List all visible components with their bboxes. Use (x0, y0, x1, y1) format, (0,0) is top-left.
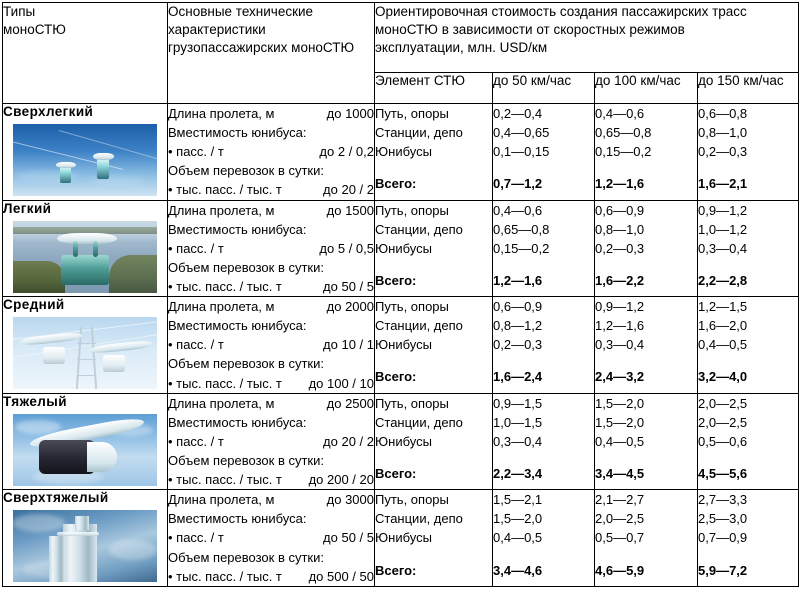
table-row (3, 200, 799, 297)
unibus-pod (43, 347, 65, 364)
element-stations: Станции, депо (375, 511, 463, 527)
table-header (3, 3, 799, 104)
cost-total: 1,2—1,6 (595, 176, 645, 192)
unibus-canopy (57, 233, 117, 244)
tech-volume-line (168, 567, 374, 586)
tech-capacity-item: • пасс. / т (168, 530, 224, 546)
cost-stations: 2,0—2,5 (595, 511, 645, 527)
tech-capacity-line (168, 239, 374, 258)
cost-total: 4,5—5,6 (698, 465, 748, 481)
unibus-canopy (93, 153, 114, 160)
tech-cell (168, 490, 375, 587)
tech-volume-value: до 200 / 20 (308, 472, 374, 488)
cost-track: 0,6—0,9 (595, 202, 645, 218)
cost-track: 0,6—0,9 (493, 299, 543, 315)
header-cost-group (375, 3, 799, 73)
cost-cell-s150 (698, 297, 799, 394)
cost-cell-s150 (698, 104, 799, 201)
cost-track: 0,4—0,6 (595, 106, 645, 121)
unibus-canopy (56, 162, 76, 168)
cost-total: 3,4—4,6 (493, 562, 543, 578)
tech-span-value: до 3000 (326, 492, 374, 508)
element-unibuses: Юнибусы (375, 433, 432, 449)
tech-capacity-label: Вместимость юнибуса: (168, 125, 307, 141)
type-label: Легкий (3, 200, 52, 216)
cost-stations: 0,65—0,8 (493, 221, 550, 237)
overlight-cablecars-photo (13, 124, 157, 196)
cost-cell-s50 (493, 200, 595, 297)
tech-capacity-value: до 20 / 2 (323, 433, 374, 449)
cost-stations: 0,8—1,0 (698, 125, 748, 141)
header-cost-line2: моноСТЮ в зависимости от скоростных режимов (375, 22, 685, 38)
tech-span-value: до 2500 (326, 395, 374, 411)
type-cell (3, 490, 168, 587)
shoreline (13, 261, 65, 293)
element-stations: Станции, депо (375, 414, 463, 430)
cost-total: 1,2—1,6 (493, 272, 543, 288)
shoreline-right (109, 255, 157, 293)
tech-cell (168, 393, 375, 490)
element-track: Путь, опоры (375, 492, 449, 508)
cost-track: 0,6—0,8 (698, 106, 748, 121)
unibus-strut (73, 241, 78, 257)
tech-volume-line (168, 277, 374, 296)
tech-capacity-line (168, 142, 374, 161)
cost-total: 0,7—1,2 (493, 176, 543, 192)
cost-stations: 2,5—3,0 (698, 511, 748, 527)
element-track: Путь, опоры (375, 395, 449, 411)
cost-cell-s50 (493, 104, 595, 201)
cost-stations: 2,0—2,5 (698, 414, 748, 430)
tower-wing (49, 536, 65, 582)
cost-stations: 0,4—0,65 (493, 125, 550, 141)
tech-capacity-item: • пасс. / т (168, 433, 224, 449)
tech-span-label: Длина пролета, м (168, 106, 275, 121)
header-speed-100: до 100 км/час (595, 73, 698, 104)
header-speed-50: до 50 км/час (493, 73, 595, 104)
cost-unibuses: 0,15—0,2 (595, 144, 652, 160)
cloud-shape (109, 540, 157, 560)
cost-unibuses: 0,15—0,2 (493, 240, 550, 256)
tech-volume-line (168, 374, 374, 393)
table-row (3, 393, 799, 490)
cost-cell-s100 (595, 104, 698, 201)
cost-cell-s100 (595, 297, 698, 394)
cost-stations: 1,6—2,0 (698, 318, 748, 334)
cost-stations: 1,5—2,0 (595, 414, 645, 430)
tech-volume-value: до 20 / 2 (323, 182, 374, 198)
cost-unibuses: 0,3—0,4 (595, 337, 645, 353)
header-type-line1: Типы (3, 4, 36, 19)
tech-span-line (168, 104, 374, 123)
cost-total: 5,9—7,2 (698, 562, 748, 578)
tech-capacity-label: Вместимость юнибуса: (168, 414, 307, 430)
element-total-label: Всего: (375, 562, 417, 578)
type-label: Сверхлегкий (3, 104, 94, 119)
tech-volume-label: Объем перевозок в сутки: (168, 163, 324, 179)
cost-total: 3,2—4,0 (698, 369, 748, 385)
cost-stations: 1,0—1,5 (493, 414, 543, 430)
cost-unibuses: 0,2—0,3 (698, 144, 748, 160)
tech-span-label: Длина пролета, м (168, 492, 275, 508)
cost-total: 3,4—4,5 (595, 465, 645, 481)
tech-capacity-value: до 5 / 0,5 (319, 240, 374, 256)
tech-capacity-label: Вместимость юнибуса: (168, 511, 307, 527)
cost-unibuses: 0,1—0,15 (493, 144, 550, 160)
cost-cell-s50 (493, 490, 595, 587)
cost-cell-s150 (698, 393, 799, 490)
type-cell (3, 200, 168, 297)
element-track: Путь, опоры (375, 299, 449, 315)
cost-unibuses: 0,4—0,5 (698, 337, 748, 353)
tech-span-line (168, 490, 374, 509)
cost-track: 1,2—1,5 (698, 299, 748, 315)
heavy-dark-pod-photo (13, 414, 157, 486)
cost-cell-s150 (698, 200, 799, 297)
medium-twin-pods-pylon-photo (13, 317, 157, 389)
type-cell (3, 297, 168, 394)
cost-unibuses: 0,3—0,4 (698, 240, 748, 256)
table-row (3, 104, 799, 201)
element-total-label: Всего: (375, 369, 417, 385)
cost-track: 2,7—3,3 (698, 492, 748, 508)
element-stations: Станции, депо (375, 221, 463, 237)
element-unibuses: Юнибусы (375, 240, 432, 256)
unibus-pod (60, 167, 71, 183)
header-type-column (3, 3, 168, 104)
element-unibuses: Юнибусы (375, 144, 432, 160)
cost-cell-s100 (595, 490, 698, 587)
tech-volume-line (168, 470, 374, 489)
tech-volume-item: • тыс. пасс. / тыс. т (168, 278, 282, 294)
unibus-pod (103, 355, 125, 372)
tech-volume-label: Объем перевозок в сутки: (168, 356, 324, 372)
cost-unibuses: 0,4—0,5 (493, 530, 543, 546)
tech-capacity-item: • пасс. / т (168, 240, 224, 256)
element-total-label: Всего: (375, 176, 417, 192)
tech-cell (168, 200, 375, 297)
tech-span-value: до 1500 (326, 202, 374, 218)
header-cost-line1: Ориентировочная стоимость создания пассажирских трасс (375, 4, 747, 19)
tech-volume-label: Объем перевозок в сутки: (168, 259, 324, 275)
element-cell (375, 200, 493, 297)
tech-span-label: Длина пролета, м (168, 395, 275, 411)
tech-capacity-value: до 10 / 1 (323, 337, 374, 353)
header-speed-150: до 150 км/час (698, 73, 799, 104)
tech-volume-value: до 50 / 5 (323, 278, 374, 294)
cost-unibuses: 0,2—0,3 (595, 240, 645, 256)
tech-volume-label: Объем перевозок в сутки: (168, 452, 324, 468)
tech-volume-item: • тыс. пасс. / тыс. т (168, 568, 282, 584)
cost-total: 4,6—5,9 (595, 562, 645, 578)
cost-total: 2,2—3,4 (493, 465, 543, 481)
cost-stations: 1,5—2,0 (493, 511, 543, 527)
tech-volume-item: • тыс. пасс. / тыс. т (168, 472, 282, 488)
cost-stations: 1,2—1,6 (595, 318, 645, 334)
element-track: Путь, опоры (375, 202, 449, 218)
tech-cell (168, 104, 375, 201)
element-track: Путь, опоры (375, 106, 449, 121)
tech-capacity-item: • пасс. / т (168, 144, 224, 160)
element-stations: Станции, депо (375, 125, 463, 141)
cost-track: 1,5—2,0 (595, 395, 645, 411)
tech-volume-item: • тыс. пасс. / тыс. т (168, 375, 282, 391)
cost-unibuses: 0,5—0,6 (698, 433, 748, 449)
cost-track: 0,4—0,6 (493, 202, 543, 218)
tower-spire (75, 516, 89, 530)
table-body (3, 104, 799, 587)
tech-span-line (168, 297, 374, 316)
header-row-top (3, 3, 799, 73)
cloud-shape (13, 514, 65, 532)
cost-total: 1,6—2,1 (698, 176, 748, 192)
superheavy-tower-photo (13, 510, 157, 582)
tech-span-line (168, 394, 374, 413)
tech-capacity-value: до 50 / 5 (323, 530, 374, 546)
header-tech-column (168, 3, 375, 104)
tech-capacity-label: Вместимость юнибуса: (168, 318, 307, 334)
type-label: Средний (3, 297, 65, 313)
cost-track: 0,9—1,2 (595, 299, 645, 315)
type-cell (3, 393, 168, 490)
unibus-strut (93, 241, 98, 257)
element-unibuses: Юнибусы (375, 337, 432, 353)
cost-stations: 1,0—1,2 (698, 221, 748, 237)
element-cell (375, 490, 493, 587)
tech-volume-label: Объем перевозок в сутки: (168, 549, 324, 565)
table-row (3, 490, 799, 587)
cost-cell-s100 (595, 200, 698, 297)
element-total-label: Всего: (375, 465, 417, 481)
cost-cell-s50 (493, 393, 595, 490)
unibus-tail (87, 442, 117, 472)
cost-track: 1,5—2,1 (493, 492, 543, 508)
tech-span-label: Длина пролета, м (168, 202, 275, 218)
tech-volume-value: до 500 / 50 (308, 568, 374, 584)
tech-span-value: до 1000 (326, 106, 374, 121)
unibus-pod (97, 159, 109, 179)
type-label: Сверхтяжелый (3, 490, 109, 506)
cost-total: 2,4—3,2 (595, 369, 645, 385)
tech-capacity-value: до 2 / 0,2 (319, 144, 374, 160)
element-stations: Станции, депо (375, 318, 463, 334)
element-cell (375, 297, 493, 394)
tech-capacity-line (168, 528, 374, 547)
cost-stations: 0,65—0,8 (595, 125, 652, 141)
tech-span-line (168, 201, 374, 220)
tech-volume-line (168, 180, 374, 199)
element-total-label: Всего: (375, 272, 417, 288)
header-type-line2: моноСТЮ (3, 21, 66, 37)
cost-total: 2,2—2,8 (698, 272, 748, 288)
tech-volume-value: до 100 / 10 (308, 375, 374, 391)
table-row (3, 297, 799, 394)
header-tech-line2: характеристики (168, 21, 266, 37)
element-cell (375, 104, 493, 201)
cost-track: 0,9—1,5 (493, 395, 543, 411)
tech-capacity-line (168, 335, 374, 354)
cost-track: 0,2—0,4 (493, 106, 543, 121)
cost-stations: 0,8—1,0 (595, 221, 645, 237)
light-unibus-over-bay-photo (13, 221, 157, 293)
type-cell (3, 104, 168, 201)
header-cost-line3: эксплуатации, млн. USD/км (375, 40, 548, 56)
element-unibuses: Юнибусы (375, 530, 432, 546)
cost-unibuses: 0,7—0,9 (698, 530, 748, 546)
header-element-column: Элемент СТЮ (375, 73, 493, 104)
tech-capacity-label: Вместимость юнибуса: (168, 221, 307, 237)
cost-stations: 0,8—1,2 (493, 318, 543, 334)
cost-cell-s100 (595, 393, 698, 490)
header-tech-line3: грузопассажирских моноСТЮ (168, 39, 355, 55)
tech-volume-item: • тыс. пасс. / тыс. т (168, 182, 282, 198)
tech-capacity-line (168, 432, 374, 451)
cost-track: 2,0—2,5 (698, 395, 748, 411)
tech-span-label: Длина пролета, м (168, 299, 275, 315)
cost-unibuses: 0,4—0,5 (595, 433, 645, 449)
unibus-body (61, 255, 109, 285)
table-sheet (0, 2, 800, 612)
cost-cell-s150 (698, 490, 799, 587)
cost-total: 1,6—2,4 (493, 369, 543, 385)
track-beam (19, 332, 83, 347)
tech-capacity-item: • пасс. / т (168, 337, 224, 353)
header-tech-line1: Основные технические (168, 4, 314, 19)
cost-track: 0,9—1,2 (698, 202, 748, 218)
cost-track: 2,1—2,7 (595, 492, 645, 508)
tech-cell (168, 297, 375, 394)
tech-span-value: до 2000 (326, 299, 374, 315)
cost-unibuses: 0,5—0,7 (595, 530, 645, 546)
cost-unibuses: 0,2—0,3 (493, 337, 543, 353)
element-cell (375, 393, 493, 490)
monostu-cost-table (2, 2, 799, 587)
tower-cap (57, 532, 99, 536)
type-label: Тяжелый (3, 393, 67, 409)
cost-total: 1,6—2,2 (595, 272, 645, 288)
cost-unibuses: 0,3—0,4 (493, 433, 543, 449)
cost-cell-s50 (493, 297, 595, 394)
